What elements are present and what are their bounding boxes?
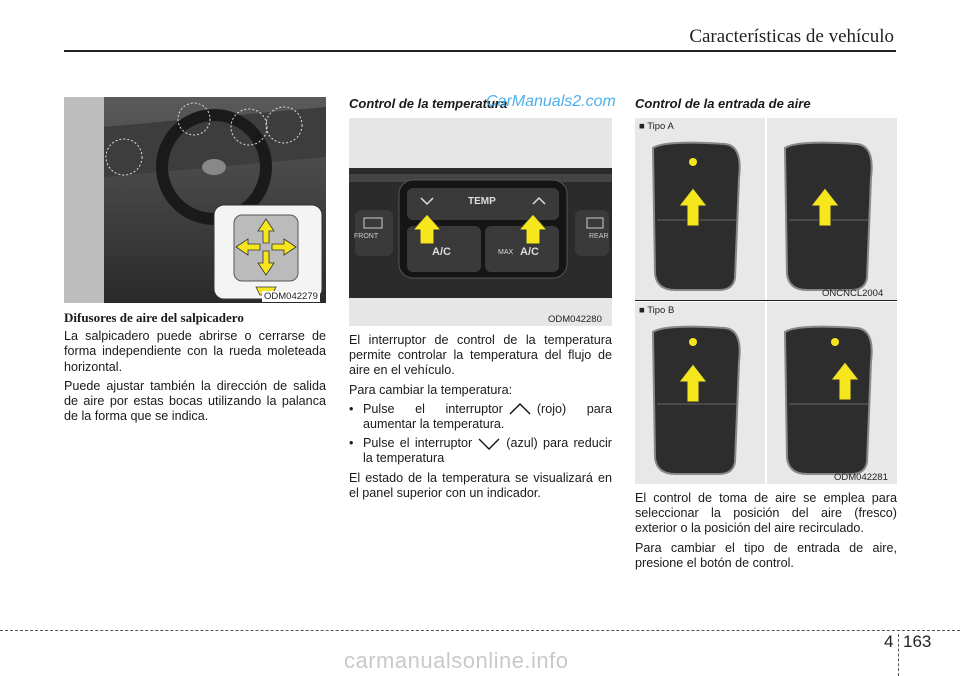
page-number: 163 bbox=[903, 632, 932, 651]
air-intake-paragraph-1: El control de toma de aire se emplea para seleccionar la posición del aire (fresco) exterior o la posición del aire recirculado. bbox=[635, 491, 897, 536]
temperature-intro: El interruptor de control de la temperatura permite controlar la temperatura del flujo de aire en el vehículo. bbox=[349, 333, 612, 378]
middle-column-text bbox=[349, 333, 612, 505]
tipo-a-label: ■ Tipo A bbox=[639, 121, 674, 132]
header-rule bbox=[64, 50, 896, 52]
footer-rule bbox=[0, 630, 960, 631]
vents-subtitle: Difusores de aire del salpicadero bbox=[64, 310, 244, 325]
top-watermark: CarManuals2.com bbox=[486, 93, 616, 110]
ac-right-label: A/C bbox=[520, 246, 539, 258]
figure-divider bbox=[635, 300, 897, 301]
temperature-howto: Para cambiar la temperatura: bbox=[349, 382, 513, 397]
max-label: MAX bbox=[498, 249, 514, 256]
right-column-text bbox=[635, 491, 897, 575]
temperature-panel-illustration bbox=[349, 118, 612, 326]
bottom-watermark: carmanualsonline.info bbox=[344, 648, 569, 673]
figure-code-right-b: ODM042281 bbox=[834, 472, 888, 483]
figure-code-middle: ODM042280 bbox=[548, 314, 602, 325]
chapter-number: 4 bbox=[884, 632, 894, 651]
bullet-decrease: • Pulse el interruptor (azul) para reducir la temperatura bbox=[349, 436, 612, 466]
section-title: Características de vehículo bbox=[689, 26, 894, 47]
chevron-down-icon bbox=[478, 438, 500, 450]
bullet-increase: • Pulse el interruptor (rojo) para aumentar la temperatura. bbox=[349, 401, 613, 432]
temperature-closing: El estado de la temperatura se visualizará en el panel superior con un indicador. bbox=[349, 470, 612, 500]
dashboard-illustration bbox=[64, 97, 326, 303]
dashboard-vents-figure bbox=[64, 97, 326, 303]
vents-paragraph-1: La salpicadero puede abrirse o cerrarse de forma independiente con la rueda moleteada horizontal. bbox=[64, 329, 326, 374]
page-separator bbox=[898, 634, 899, 676]
left-column-text bbox=[64, 310, 326, 428]
air-intake-paragraph-2: Para cambiar el tipo de entrada de aire, presione el botón de control. bbox=[635, 540, 897, 570]
chevron-up-icon bbox=[509, 403, 531, 415]
ac-left-label: A/C bbox=[432, 246, 451, 258]
vents-paragraph-2: Puede ajustar también la dirección de salida de aire por estas bocas utilizando la palanca de la forma que se indica. bbox=[64, 378, 326, 424]
air-intake-type-b-illustration bbox=[635, 302, 897, 484]
air-intake-figure-a bbox=[635, 118, 897, 300]
front-label: FRONT bbox=[354, 233, 379, 240]
figure-code-left: ODM042279 bbox=[264, 291, 318, 302]
temperature-panel-figure bbox=[349, 118, 612, 326]
air-intake-type-a-illustration bbox=[635, 118, 897, 300]
temp-label: TEMP bbox=[468, 196, 496, 207]
air-intake-figure-b bbox=[635, 302, 897, 484]
temperature-title: Control de la temperatura bbox=[349, 96, 508, 111]
figure-code-right-a: ONCNCL2004 bbox=[822, 288, 884, 299]
rear-label: REAR bbox=[589, 233, 609, 240]
air-intake-title: Control de la entrada de aire bbox=[635, 96, 811, 111]
tipo-b-label: ■ Tipo B bbox=[639, 305, 675, 316]
